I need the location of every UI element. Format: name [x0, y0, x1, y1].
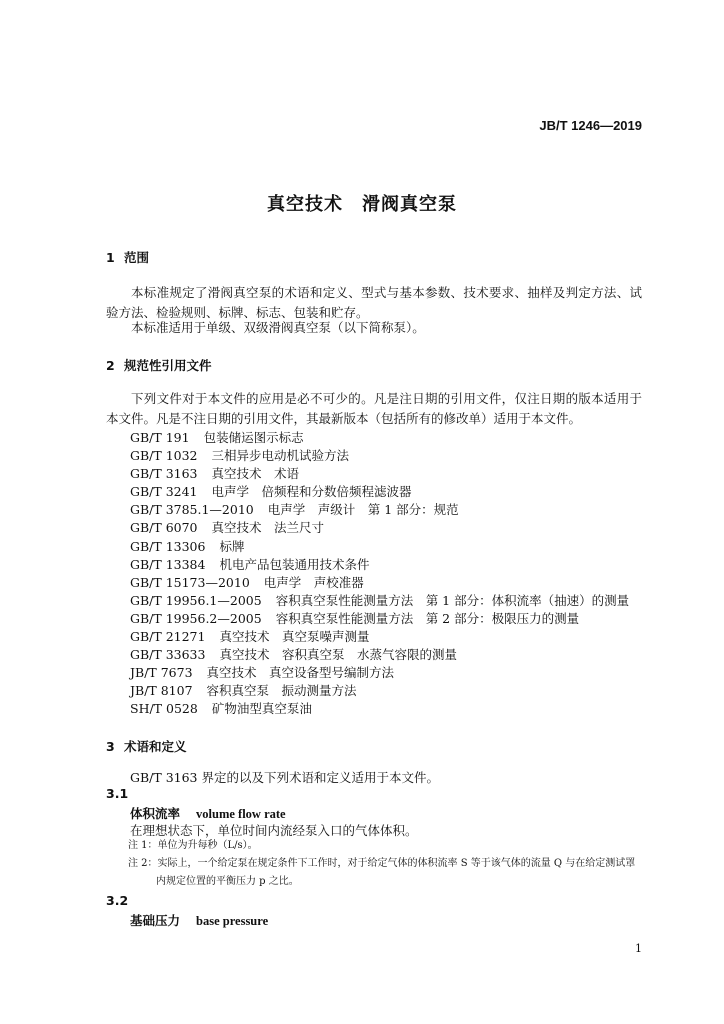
reference-title: 电声学 声校准器 — [263, 574, 364, 590]
reference-code: GB/T 13306 — [130, 538, 206, 554]
clause-3-2-number: 3.2 — [106, 893, 129, 908]
clause-3-1-definition: 在理想状态下，单位时间内流经泵入口的气体体积。 — [130, 823, 418, 838]
reference-code: GB/T 19956.2—2005 — [130, 610, 262, 626]
clause-3-2-term — [130, 911, 268, 929]
reference-title: 矿物油型真空泵油 — [211, 701, 312, 717]
reference-item — [130, 628, 629, 646]
reference-title: 电声学 声级计 第 1 部分：规范 — [267, 502, 459, 518]
reference-item — [130, 592, 629, 610]
reference-item — [130, 483, 629, 501]
section-number: 3 — [106, 739, 115, 754]
reference-code: GB/T 3163 — [130, 466, 198, 482]
section-2-intro: 下列文件对于本文件的应用是必不可少的。凡是注日期的引用文件，仅注日期的版本适用于本文件。凡是不注日期的引用文件，其最新版本（包括所有的修改单）适用于本文件。 — [106, 391, 642, 426]
reference-code: GB/T 6070 — [130, 520, 198, 536]
reference-item — [130, 556, 629, 574]
reference-code: SH/T 0528 — [130, 701, 198, 717]
document-title: 真空技术 滑阀真空泵 — [267, 194, 457, 215]
reference-item — [130, 429, 629, 447]
reference-code: GB/T 191 — [130, 430, 190, 445]
section-1-paragraph-2: 本标准适用于单级、双级滑阀真空泵（以下简称泵）。 — [131, 320, 425, 335]
reference-code: GB/T 3785.1—2010 — [130, 502, 254, 518]
section-3-intro: GB/T 3163 界定的以及下列术语和定义适用于本文件。 — [130, 770, 439, 785]
term-english: volume flow rate — [196, 807, 286, 821]
reference-item — [130, 519, 629, 537]
reference-item — [130, 664, 629, 682]
reference-title: 容积真空泵性能测量方法 第 2 部分：极限压力的测量 — [275, 610, 580, 626]
section-2-heading — [106, 356, 212, 374]
reference-title: 容积真空泵性能测量方法 第 1 部分：体积流率（抽速）的测量 — [275, 592, 630, 608]
reference-title: 机电产品包装通用技术条件 — [219, 556, 370, 572]
clause-3-1-term — [130, 804, 286, 822]
section-number: 1 — [106, 250, 115, 265]
section-1-paragraph-1: 本标准规定了滑阀真空泵的术语和定义、型式与基本参数、技术要求、抽样及判定方法、试验方法、检验规则、标牌、标志、包装和贮存。 — [106, 285, 642, 320]
section-title: 术语和定义 — [124, 739, 187, 754]
clause-3-1-note-1: 注 1：单位为升每秒（L/s）。 — [128, 840, 258, 851]
reference-title: 真空技术 容积真空泵 水蒸气容限的测量 — [219, 647, 457, 663]
reference-title: 包装储运图示标志 — [203, 430, 304, 445]
reference-code: GB/T 19956.1—2005 — [130, 592, 262, 608]
reference-title: 真空技术 术语 — [211, 466, 300, 482]
reference-code: GB/T 1032 — [130, 448, 198, 464]
reference-item — [130, 700, 629, 718]
term-english: base pressure — [196, 914, 269, 928]
page-number: 1 — [635, 942, 642, 955]
reference-title: 三相异步电动机试验方法 — [211, 448, 350, 464]
reference-title: 真空技术 法兰尺寸 — [211, 520, 325, 536]
reference-title: 电声学 倍频程和分数倍频程滤波器 — [211, 484, 412, 500]
reference-title: 标牌 — [219, 538, 245, 554]
reference-code: GB/T 3241 — [130, 484, 198, 500]
reference-code: JB/T 8107 — [130, 683, 193, 699]
clause-3-1-note-2 — [128, 855, 644, 891]
reference-title: 真空技术 真空设备型号编制方法 — [206, 665, 395, 681]
section-3-heading — [106, 737, 187, 755]
reference-code: GB/T 33633 — [130, 647, 206, 663]
section-title: 范围 — [124, 250, 150, 265]
reference-item — [130, 646, 629, 664]
reference-code: GB/T 21271 — [130, 629, 206, 645]
reference-code: GB/T 15173—2010 — [130, 574, 250, 590]
section-1-heading — [106, 248, 149, 266]
reference-title: 容积真空泵 振动测量方法 — [206, 683, 357, 699]
note-2-line-2: 内规定位置的平衡压力 p 之比。 — [156, 876, 299, 887]
reference-item — [130, 682, 629, 700]
reference-item — [130, 447, 629, 465]
term-chinese: 基础压力 — [130, 913, 181, 928]
reference-item — [130, 574, 629, 592]
clause-3-1-number: 3.1 — [106, 786, 129, 801]
term-chinese: 体积流率 — [130, 806, 181, 821]
reference-item — [130, 501, 629, 519]
reference-list — [130, 429, 629, 719]
reference-code: JB/T 7673 — [130, 665, 193, 681]
section-title: 规范性引用文件 — [124, 358, 212, 373]
standard-number: JB/T 1246—2019 — [539, 118, 642, 133]
reference-item — [130, 465, 629, 483]
note-2-line-1: 注 2：实际上，一个给定泵在规定条件下工作时，对于给定气体的体积流率 S 等于该气体的流量 Q 与在给定测试罩 — [128, 858, 636, 869]
section-number: 2 — [106, 358, 115, 373]
reference-item — [130, 538, 629, 556]
reference-item — [130, 610, 629, 628]
reference-code: GB/T 13384 — [130, 556, 206, 572]
reference-title: 真空技术 真空泵噪声测量 — [219, 629, 370, 645]
